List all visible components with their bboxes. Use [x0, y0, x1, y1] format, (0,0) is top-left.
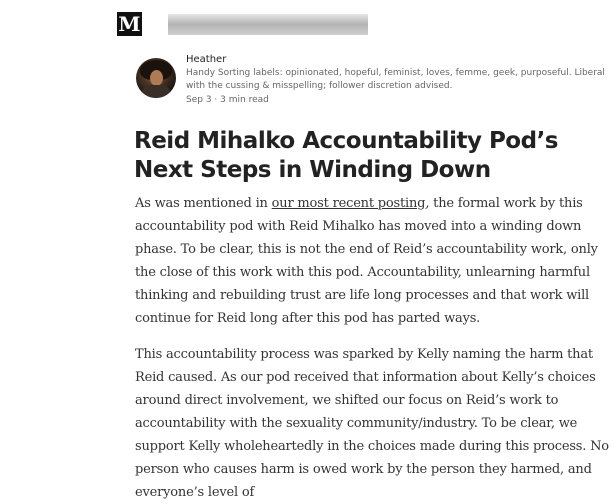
author-avatar[interactable] [136, 58, 176, 98]
post-meta [186, 94, 606, 107]
recent-posting-link[interactable]: our most recent posting [271, 196, 426, 211]
meta-separator: · [211, 95, 221, 105]
read-time: 3 min read [220, 95, 269, 105]
avatar-face [150, 70, 163, 86]
author-name[interactable]: Heather [186, 54, 227, 65]
article-paragraph-1 [135, 192, 611, 330]
redacted-publication-name [168, 14, 368, 35]
author-bio: Handy Sorting labels: opinionated, hopeful, feminist, loves, femme, geek, purposeful. Liberal with the cussing & misspelling; follower discretion advised. [186, 68, 605, 91]
paragraph-text: , the formal work by this accountability pod with Reid Mihalko has moved into a winding down phase. To be clear, this is not the end of Reid’s accountability work, only the close of this work with this pod. Accountability, unlearning harmful thinking and rebuilding trust are life long processes and that work will continue for Reid long after this pod has parted ways. [135, 196, 598, 326]
author-meta [186, 53, 606, 107]
article-title: Reid Mihalko Accountability Pod’s Next Steps in Winding Down [134, 128, 558, 183]
avatar-shirt [142, 85, 170, 98]
paragraph-text: As was mentioned in [135, 196, 272, 211]
article-paragraph-2: This accountability process was sparked by Kelly naming the harm that Reid caused. As our pod received that information about Kelly’s choices around direct involvement, we shifted our focus on Reid’s work to accountability with the sexuality community/industry. To be clear, we support Kelly wholeheartedly in the choices made during this process. No person who causes harm is owed work by the person they harmed, and everyone’s level of [135, 347, 609, 500]
medium-logo[interactable]: M [118, 12, 141, 36]
post-date: Sep 3 [186, 95, 212, 105]
